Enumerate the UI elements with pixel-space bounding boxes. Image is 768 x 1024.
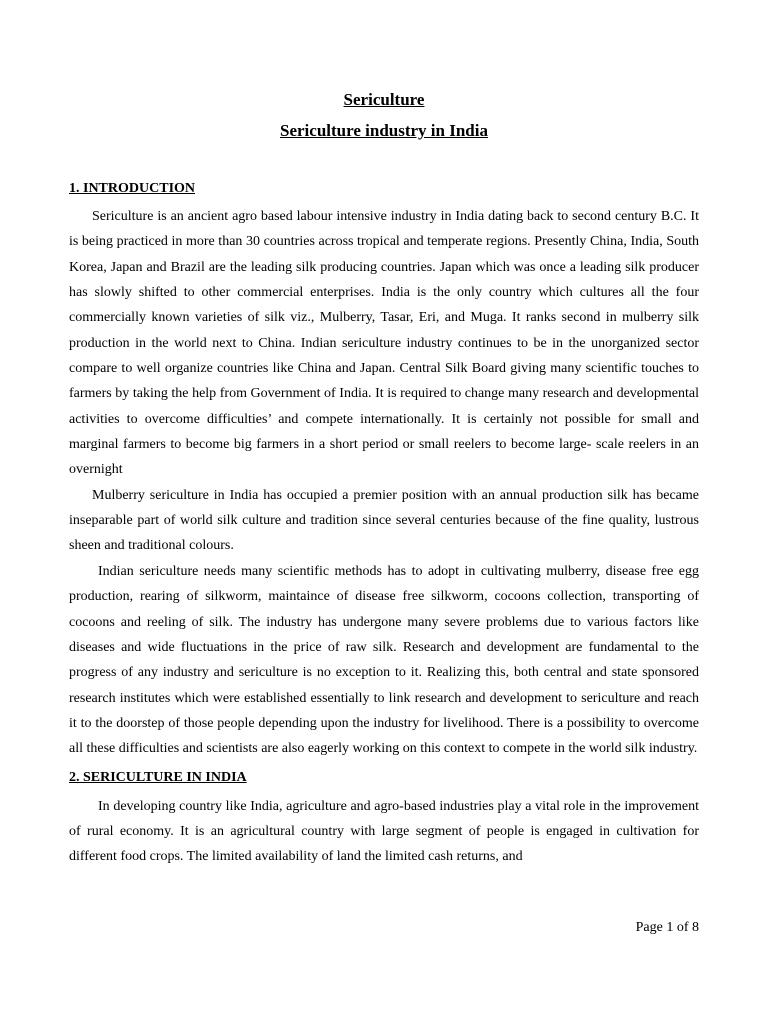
section-heading-sericulture-in-india: 2. SERICULTURE IN INDIA <box>69 769 247 785</box>
page-number: Page 1 of 8 <box>635 920 699 935</box>
document-title: Sericulture <box>343 90 425 109</box>
paragraph: In developing country like India, agriculture and agro-based industries play a vital role in the improvement of rural economy. It is an agricultural country with large segment of people is engaged in cultivation for different food crops. The limited availability of land the limited cash returns, and <box>69 798 699 865</box>
paragraph: Mulberry sericulture in India has occupied a premier position with an annual production silk has became inseparable part of world silk culture and tradition since several centuries because of the fine quality, lustrous sheen and traditional colours. <box>69 487 699 554</box>
paragraph: Sericulture is an ancient agro based labour intensive industry in India dating back to second century B.C. It is being practiced in more than 30 countries across tropical and temperate regions. Presently China, India, South Korea, Japan and Brazil are the leading silk producing countries. Japan which was once a leading silk producer has slowly shifted to other commercial enterprises. India is the only country which cultures all the four commercially known varieties of silk viz., Mulberry, Tasar, Eri, and Muga. It ranks second in mulberry silk production in the world next to China. Indian sericulture industry continues to be in the unorganized sector compare to well organize countries like China and Japan. Central Silk Board giving many scientific touches to farmers by taking the help from Government of India. It is required to change many research and developmental activities to overcome difficulties’ and compete internationally. It is certainly not possible for small and marginal farmers to become big farmers in a short period or small reelers to become large- scale reelers in an overnight <box>69 209 699 478</box>
document-subtitle: Sericulture industry in India <box>280 121 488 140</box>
section-heading-introduction: 1. INTRODUCTION <box>69 181 196 196</box>
document-page <box>69 86 699 870</box>
paragraph: Indian sericulture needs many scientific methods has to adopt in cultivating mulberry, disease free egg production, rearing of silkworm, maintaince of disease free silkworm, cocoons collection, transporting of cocoons and reeling of silk. The industry has undergone many severe problems due to various factors like diseases and wide fluctuations in the price of raw silk. Research and development are fundamental to the progress of any industry and sericulture is no exception to it. Realizing this, both central and state sponsored research institutes which were established essentially to link research and development to sericulture and reach it to the doorstep of those people depending upon the industry for livelihood. There is a possibility to overcome all these difficulties and scientists are also eagerly working on this context to compete in the world silk industry. <box>69 563 699 757</box>
